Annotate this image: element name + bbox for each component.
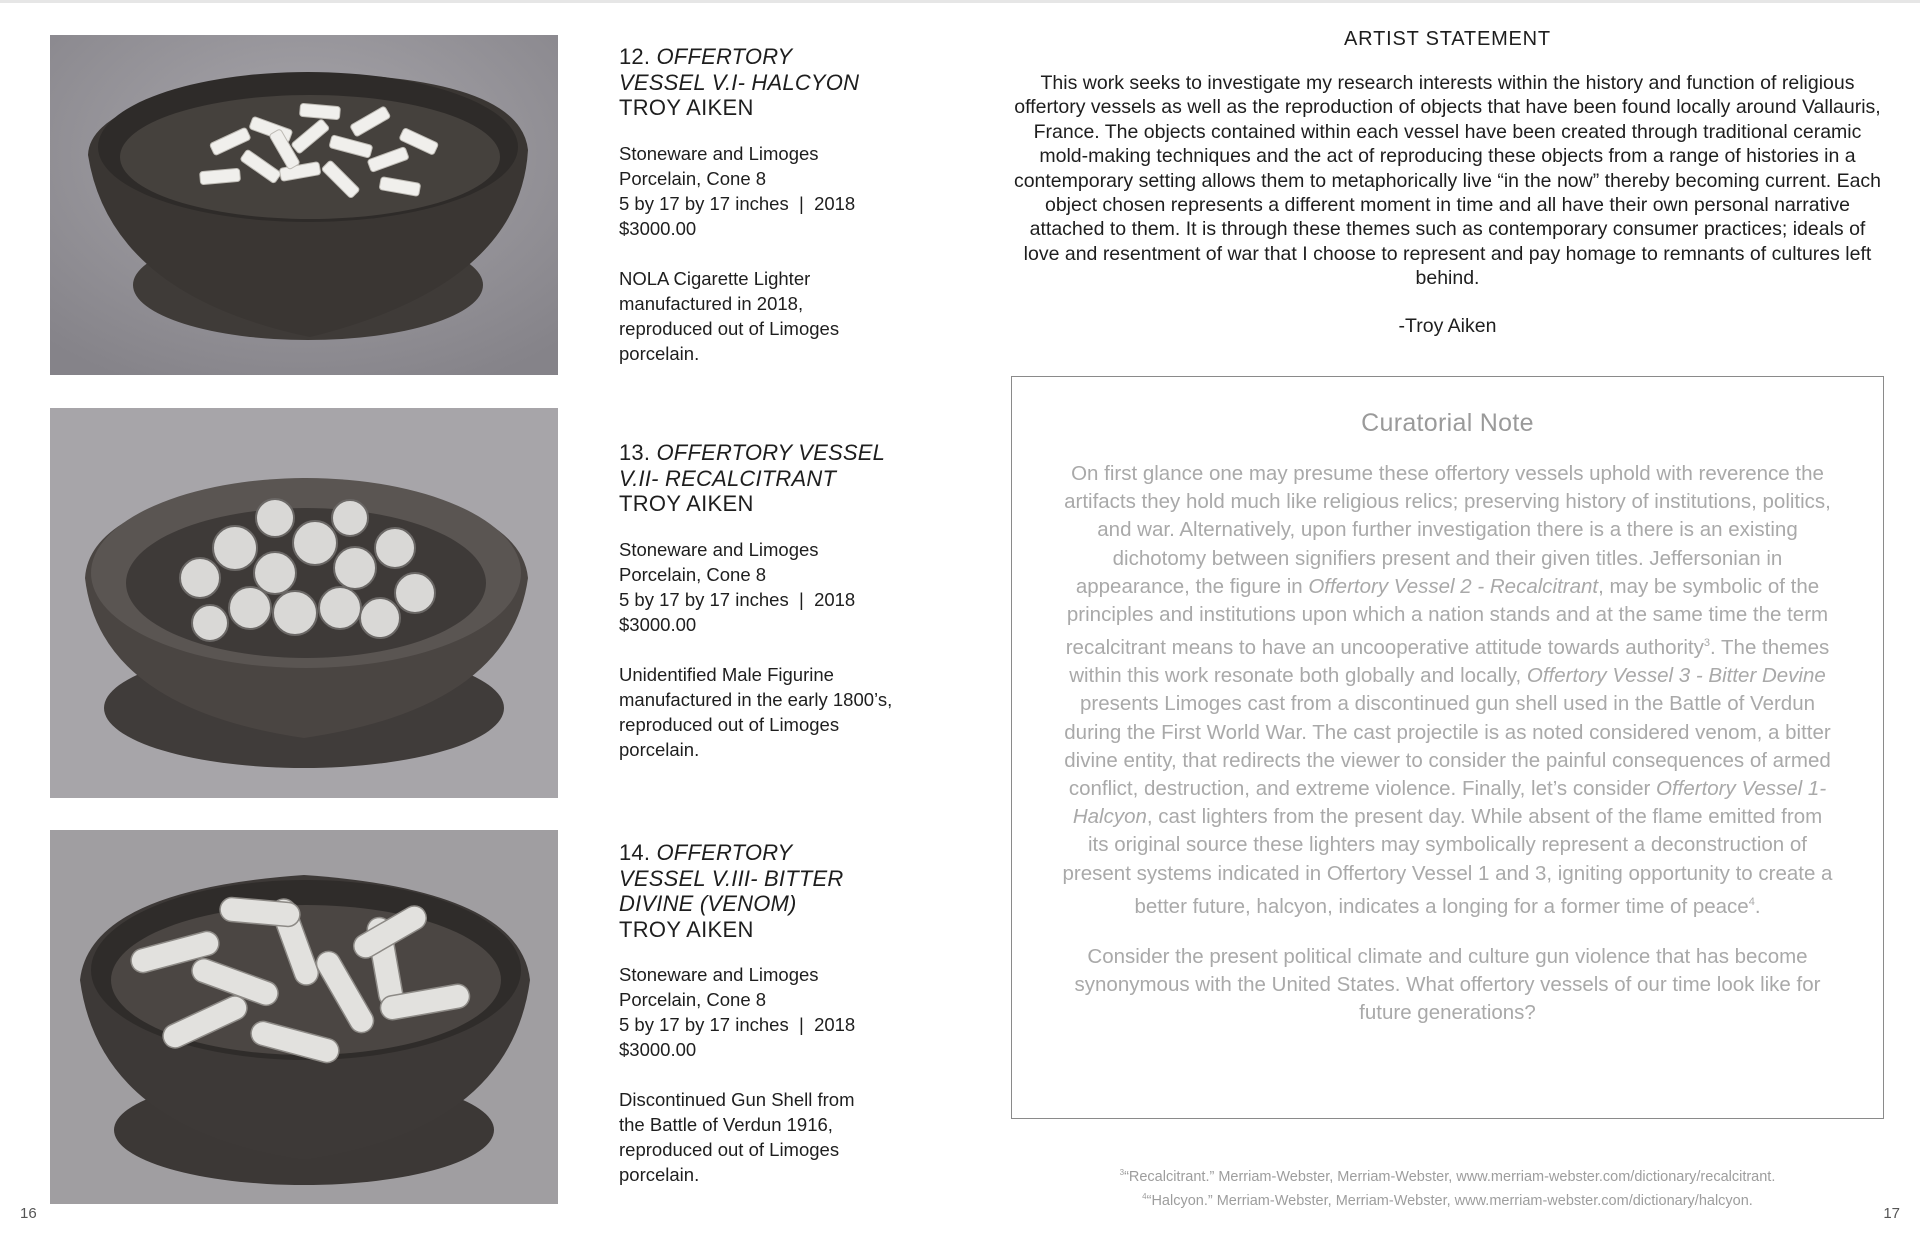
photo-vessel-halcyon bbox=[50, 35, 558, 375]
curatorial-text: On first glance one may presume these offertory vessels uphold with reverence the artifacts they hold much like religious relics; preserving history of institutions, politics, and war. Alternatively, upon further investigation there is a there is an existing dichotomy between signifiers present and their given titles. Jeffersonian in appearance, the figure in bbox=[1064, 462, 1831, 598]
artwork-title-line: OFFERTORY bbox=[656, 44, 793, 69]
artwork-specs bbox=[619, 141, 919, 241]
description-line: porcelain. bbox=[619, 738, 700, 760]
artist-name: TROY AIKEN bbox=[619, 95, 754, 120]
dimensions: 5 by 17 by 17 inches | 2018 bbox=[619, 1014, 856, 1035]
medium-line: Porcelain, Cone 8 bbox=[619, 167, 767, 189]
artwork-description bbox=[619, 266, 919, 366]
description-line: manufactured in the early 1800’s, bbox=[619, 688, 893, 710]
top-edge-rule bbox=[0, 0, 1920, 3]
curatorial-heading: Curatorial Note bbox=[1361, 409, 1534, 437]
curatorial-paragraph bbox=[1063, 460, 1833, 921]
description-line: Unidentified Male Figurine bbox=[619, 663, 834, 685]
description-line: porcelain. bbox=[619, 1164, 700, 1185]
photo-vessel-recalcitrant bbox=[50, 408, 558, 798]
dimensions: 5 by 17 by 17 inches | 2018 bbox=[619, 192, 856, 214]
curatorial-text: . The themes within this work resonate both globally and locally, bbox=[1069, 636, 1830, 688]
medium-line: Stoneware and Limoges bbox=[619, 142, 819, 164]
artwork-entry-12 bbox=[619, 44, 919, 366]
artwork-description bbox=[619, 662, 919, 762]
photo-vessel-bitter-divine bbox=[50, 830, 558, 1204]
description-line: porcelain. bbox=[619, 342, 700, 364]
footnote-number: 3 bbox=[1119, 1168, 1125, 1177]
description-line: Discontinued Gun Shell from bbox=[619, 1089, 855, 1110]
medium-line: Stoneware and Limoges bbox=[619, 538, 819, 560]
curatorial-work-title: Offertory Vessel 3 - Bitter Devine bbox=[1526, 664, 1826, 688]
artwork-description bbox=[619, 1087, 919, 1187]
description-line: manufactured in 2018, bbox=[619, 292, 804, 314]
curatorial-paragraph-2: Consider the present political climate and culture gun violence that has become synonymous with the United States. What offertory vessels of our time look like for future generations? bbox=[1074, 944, 1821, 1025]
page-number-right: 17 bbox=[1883, 1205, 1900, 1222]
artwork-title-line: DIVINE (VENOM) bbox=[619, 891, 797, 916]
artwork-number: 14. bbox=[619, 840, 651, 865]
artwork-entry-14 bbox=[619, 840, 919, 1187]
curatorial-text: , cast lighters from the present day. While absent of the flame emitted from its original source these lighters may symbolically represent a deconstruction of present systems indicated in Offertory Vessel 1 and 3, igniting opportunity to create a better future, halcyon, indicates a longing for a former time of peace bbox=[1062, 805, 1833, 918]
artwork-specs bbox=[619, 962, 919, 1062]
description-line: the Battle of Verdun 1916, bbox=[619, 1114, 833, 1135]
artwork-number: 13. bbox=[619, 440, 651, 465]
artist-name: TROY AIKEN bbox=[619, 916, 754, 942]
medium-line: Stoneware and Limoges bbox=[619, 964, 819, 985]
artwork-title-line: OFFERTORY VESSEL bbox=[656, 440, 886, 465]
description-line: reproduced out of Limoges bbox=[619, 1139, 840, 1160]
footnote-ref: 3 bbox=[1703, 637, 1710, 650]
curatorial-note-box bbox=[1011, 376, 1884, 1119]
description-line: NOLA Cigarette Lighter bbox=[619, 267, 811, 289]
artwork-title bbox=[619, 440, 919, 491]
artwork-title-line: VESSEL V.I- HALCYON bbox=[619, 69, 860, 95]
artwork-title bbox=[619, 840, 919, 917]
curatorial-work-title: Offertory Vessel 1- Halcyon bbox=[1072, 777, 1827, 829]
page-number-left: 16 bbox=[20, 1205, 37, 1222]
footnote bbox=[1010, 1187, 1885, 1211]
description-line: reproduced out of Limoges bbox=[619, 317, 840, 339]
footnote-text: “Halcyon.” Merriam-Webster, Merriam-Webster, www.merriam-webster.com/dictionary/halcyon. bbox=[1146, 1192, 1753, 1209]
footnote-text: “Recalcitrant.” Merriam-Webster, Merriam-Webster, www.merriam-webster.com/dictionary/recalcitrant. bbox=[1124, 1168, 1776, 1185]
artwork-title bbox=[619, 44, 919, 95]
price: $3000.00 bbox=[619, 1039, 697, 1060]
artwork-title-line: V.II- RECALCITRANT bbox=[619, 465, 837, 491]
artwork-entry-13 bbox=[619, 440, 919, 762]
footnote-ref: 4 bbox=[1748, 895, 1755, 908]
footnote bbox=[1010, 1163, 1885, 1187]
medium-line: Porcelain, Cone 8 bbox=[619, 563, 767, 585]
statement-body: This work seeks to investigate my research interests within the history and function of religious offertory vessels as well as the reproduction of objects that have been found locally around Vallauris, France. The objects contained within each vessel have been created through traditional ceramic mold-making techniques and the act of reproducing these objects from a range of histories in a contemporary setting allows them to metaphorically live “in the now” thereby becoming current. Each object chosen represents a different moment in time and all have their own personal narrative attached to them. It is through these themes such as contemporary consumer practices; ideals of love and resentment of war that I choose to represent and pay homage to remnants of cultures left behind. bbox=[1013, 72, 1882, 290]
medium-line: Porcelain, Cone 8 bbox=[619, 989, 767, 1010]
description-line: reproduced out of Limoges bbox=[619, 713, 840, 735]
price: $3000.00 bbox=[619, 613, 697, 635]
curatorial-text: , may be symbolic of the principles and institutions upon which a nation stands and at the same time the term recalcitrant means to have an uncooperative attitude towards authority bbox=[1065, 574, 1829, 660]
curatorial-work-title: Offertory Vessel 2 - Recalcitrant bbox=[1308, 574, 1599, 598]
footnotes bbox=[1010, 1163, 1885, 1211]
artwork-number: 12. bbox=[619, 44, 651, 69]
footnote-number: 4 bbox=[1142, 1191, 1147, 1201]
price: $3000.00 bbox=[619, 217, 697, 239]
curatorial-text: presents Limoges cast from a discontinued gun shell used in the Battle of Verdun during the First World War. The cast projectile is as noted considered venom, a bitter divine entity, that redirects the viewer to consider the painful consequences of armed conflict, destruction, and extreme violence. Finally, let’s consider bbox=[1064, 692, 1831, 801]
statement-heading: ARTIST STATEMENT bbox=[1344, 28, 1551, 50]
artwork-title-line: OFFERTORY bbox=[656, 840, 793, 865]
artist-statement bbox=[1010, 28, 1885, 338]
curatorial-text: . bbox=[1754, 894, 1761, 918]
dimensions: 5 by 17 by 17 inches | 2018 bbox=[619, 588, 856, 610]
artwork-title-line: VESSEL V.III- BITTER bbox=[619, 865, 844, 891]
artist-name: TROY AIKEN bbox=[619, 491, 754, 516]
artwork-specs bbox=[619, 537, 919, 637]
statement-signature: -Troy Aiken bbox=[1398, 314, 1497, 337]
